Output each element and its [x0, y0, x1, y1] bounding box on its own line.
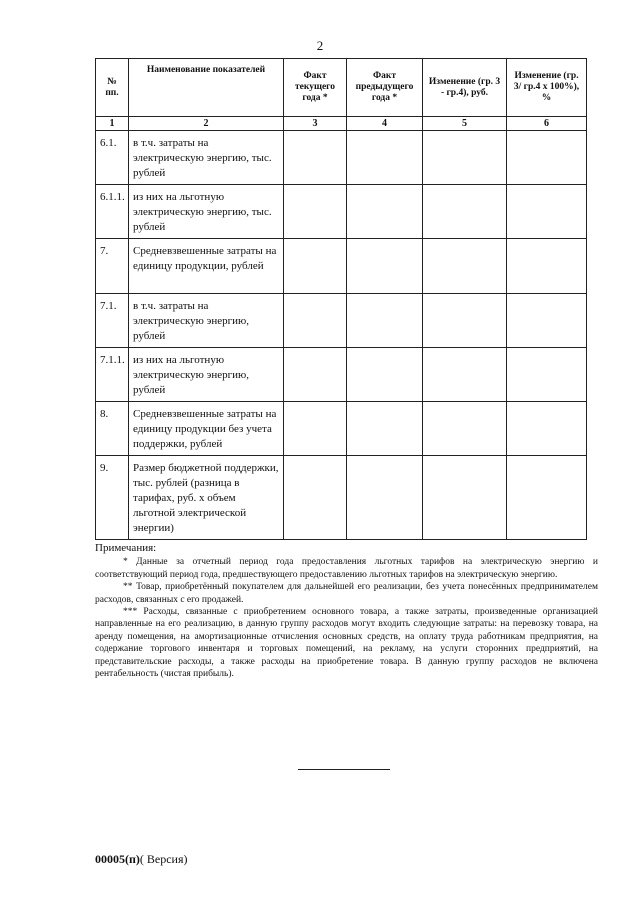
row-number: 9. — [96, 456, 129, 540]
table-row — [96, 131, 587, 185]
row-number: 8. — [96, 402, 129, 456]
column-number: 1 — [96, 117, 129, 131]
row-label: Средневзвешенные затраты на единицу продукции без учета поддержки, рублей — [129, 402, 284, 456]
row-label: Средневзвешенные затраты на единицу продукции, рублей — [129, 239, 284, 294]
header-change-pct: Изменение (гр. 3/ гр.4 х 100%), % — [507, 59, 587, 117]
cell-current-year — [284, 131, 347, 185]
cell-previous-year — [347, 185, 423, 239]
page-number: 2 — [316, 38, 324, 53]
row-number: 7.1. — [96, 294, 129, 348]
cell-change-pct — [507, 131, 587, 185]
table-row — [96, 456, 587, 540]
header-previous-year: Факт предыдущего года * — [347, 59, 423, 117]
cell-change-rub — [423, 239, 507, 294]
row-label: Размер бюджетной поддержки, тыс. рублей (разница в тарифах, руб. х объем льготной электрической энергии) — [129, 456, 284, 540]
cell-change-pct — [507, 456, 587, 540]
table-row — [96, 402, 587, 456]
cell-change-rub — [423, 402, 507, 456]
header-num: № пп. — [96, 59, 129, 117]
indicators-table — [95, 58, 587, 540]
signature-line — [298, 769, 390, 770]
notes-title: Примечания: — [95, 542, 157, 554]
cell-previous-year — [347, 402, 423, 456]
cell-current-year — [284, 239, 347, 294]
cell-change-pct — [507, 239, 587, 294]
table-row — [96, 294, 587, 348]
column-number-row — [96, 117, 587, 131]
header-change-rub: Изменение (гр. 3 - гр.4), руб. — [423, 59, 507, 117]
row-label: из них на льготную электрическую энергию, тыс. рублей — [129, 185, 284, 239]
cell-current-year — [284, 456, 347, 540]
row-number: 7. — [96, 239, 129, 294]
form-version: ( Версия) — [139, 852, 188, 866]
cell-change-rub — [423, 294, 507, 348]
row-label: в т.ч. затраты на электрическую энергию, тыс. рублей — [129, 131, 284, 185]
column-number: 2 — [129, 117, 284, 131]
row-label: в т.ч. затраты на электрическую энергию, рублей — [129, 294, 284, 348]
cell-previous-year — [347, 348, 423, 402]
column-number: 5 — [423, 117, 507, 131]
form-code-number: 00005(п) — [95, 852, 140, 866]
column-number: 3 — [284, 117, 347, 131]
row-number: 7.1.1. — [96, 348, 129, 402]
table-row — [96, 239, 587, 294]
header-row — [96, 59, 587, 117]
row-number: 6.1.1. — [96, 185, 129, 239]
cell-change-pct — [507, 402, 587, 456]
note-item: ** Товар, приобретённый покупателем для дальнейшей его реализации, без учета понесённых предпринимателем расходов, связанных с его продажей. — [95, 582, 598, 605]
cell-change-rub — [423, 131, 507, 185]
note-item: * Данные за отчетный период года предоставления льготных тарифов на электрическую энергию и соответствующий период года, предшествующего предоставлению льготных тарифов на электрическую энергию. — [95, 557, 598, 580]
cell-current-year — [284, 402, 347, 456]
cell-change-rub — [423, 348, 507, 402]
cell-change-pct — [507, 294, 587, 348]
column-number: 6 — [507, 117, 587, 131]
cell-previous-year — [347, 131, 423, 185]
cell-previous-year — [347, 294, 423, 348]
header-name: Наименование показателей — [129, 59, 284, 117]
cell-change-pct — [507, 185, 587, 239]
header-current-year: Факт текущего года * — [284, 59, 347, 117]
cell-change-pct — [507, 348, 587, 402]
cell-current-year — [284, 294, 347, 348]
notes-section — [95, 542, 598, 680]
cell-change-rub — [423, 185, 507, 239]
column-number: 4 — [347, 117, 423, 131]
table-row — [96, 348, 587, 402]
cell-current-year — [284, 185, 347, 239]
note-item: *** Расходы, связанные с приобретением основного товара, а также затраты, произведенные организацией направленные на его реализацию, в данную группу расходов могут входить следующие затраты: на перевозку товара, на аренду помещения, на амортизационные отчисления основных средств, на оплату труда работникам предприятия, на содержание торгового инвентаря и торговых помещений, на рекламу, на услуги сторонних предприятий, на представительские расходы, а также расходы на приобретение товара. В данную группу расходов не включена рентабельность (чистая прибыль). — [95, 607, 598, 680]
form-code — [95, 852, 188, 867]
cell-previous-year — [347, 239, 423, 294]
cell-change-rub — [423, 456, 507, 540]
table-row — [96, 185, 587, 239]
row-label: из них на льготную электрическую энергию, рублей — [129, 348, 284, 402]
row-number: 6.1. — [96, 131, 129, 185]
cell-previous-year — [347, 456, 423, 540]
cell-current-year — [284, 348, 347, 402]
